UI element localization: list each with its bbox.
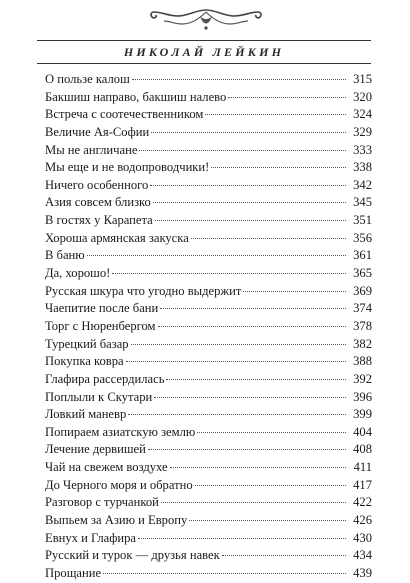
toc-entry bbox=[45, 512, 372, 530]
toc-entry-page-number: 356 bbox=[353, 230, 372, 245]
dot-leader bbox=[131, 344, 346, 345]
dot-leader bbox=[151, 132, 346, 133]
toc-entry-page-number: 320 bbox=[353, 89, 372, 104]
toc-entry-page-number: 392 bbox=[353, 371, 372, 386]
toc-entry bbox=[45, 142, 372, 160]
toc-entry bbox=[45, 106, 372, 124]
toc-entry bbox=[45, 318, 372, 336]
toc-entry-page-number: 422 bbox=[353, 495, 372, 510]
toc-entry bbox=[45, 212, 372, 230]
toc-entry-page-number: 329 bbox=[353, 124, 372, 139]
toc-entry-page-number: 439 bbox=[353, 565, 372, 580]
toc-entry-page-number: 351 bbox=[353, 213, 372, 228]
dot-leader bbox=[103, 573, 346, 574]
toc-entry bbox=[45, 371, 372, 389]
toc-entry-page-number: 430 bbox=[353, 530, 372, 545]
toc-entry bbox=[45, 124, 372, 142]
dot-leader bbox=[87, 255, 346, 256]
dot-leader bbox=[191, 238, 346, 239]
toc-entry-title: Ловкий маневр bbox=[45, 407, 127, 422]
toc-entry-title: О пользе калош bbox=[45, 72, 130, 86]
toc-entry-title: Разговор с турчанкой bbox=[45, 495, 159, 510]
toc-entry bbox=[45, 530, 372, 548]
dot-leader bbox=[153, 202, 346, 203]
author-name: НИКОЛАЙ ЛЕЙКИН bbox=[123, 45, 285, 59]
dot-leader bbox=[222, 555, 346, 556]
toc-entry-title: Русская шкура что угодно выдержит bbox=[45, 283, 242, 298]
toc-entry-page-number: 365 bbox=[353, 266, 372, 281]
toc-entry-title: В гостях у Карапета bbox=[45, 213, 153, 228]
toc-entry-page-number: 324 bbox=[353, 107, 372, 122]
table-of-contents bbox=[45, 71, 372, 583]
toc-entry bbox=[45, 547, 372, 565]
dot-leader bbox=[211, 167, 346, 168]
toc-entry-page-number: 369 bbox=[353, 283, 372, 298]
toc-entry bbox=[45, 71, 372, 89]
toc-entry-page-number: 434 bbox=[353, 548, 372, 563]
header-bottom-rule bbox=[37, 63, 371, 64]
toc-entry-page-number: 396 bbox=[353, 389, 372, 404]
toc-entry-page-number: 342 bbox=[353, 177, 372, 192]
toc-entry-title: Встреча с соотечественником bbox=[45, 107, 204, 122]
toc-entry-page-number: 411 bbox=[353, 460, 372, 475]
dot-leader bbox=[189, 520, 346, 521]
toc-entry bbox=[45, 177, 372, 195]
dot-leader bbox=[161, 502, 346, 503]
toc-entry-title: Прощание bbox=[45, 565, 102, 580]
toc-entry-title: Торг с Нюренбергом bbox=[45, 318, 156, 333]
toc-entry-title: Мы не англичане bbox=[45, 142, 138, 157]
toc-entry-page-number: 388 bbox=[353, 354, 372, 369]
toc-entry bbox=[45, 389, 372, 407]
toc-entry bbox=[45, 441, 372, 459]
toc-entry-page-number: 408 bbox=[353, 442, 372, 457]
toc-entry-title: Азия совсем близко bbox=[45, 195, 151, 210]
toc-entry-title: До Черного моря и обратно bbox=[45, 477, 193, 492]
toc-entry-title: Глафира рассердилась bbox=[45, 371, 165, 386]
dot-leader bbox=[154, 397, 346, 398]
toc-entry bbox=[45, 336, 372, 354]
toc-entry bbox=[45, 477, 372, 495]
dot-leader bbox=[128, 414, 346, 415]
toc-entry-title: Да, хорошо! bbox=[45, 266, 111, 281]
toc-entry-title: Попираем азиатскую землю bbox=[45, 424, 196, 439]
toc-entry bbox=[45, 265, 372, 283]
toc-entry-title: Турецкий базар bbox=[45, 336, 129, 351]
toc-entry bbox=[45, 194, 372, 212]
toc-entry bbox=[45, 283, 372, 301]
dot-leader bbox=[126, 361, 346, 362]
toc-entry bbox=[45, 353, 372, 371]
dot-leader bbox=[166, 379, 346, 380]
toc-entry-title: Лечение дервишей bbox=[45, 442, 146, 457]
toc-entry bbox=[45, 406, 372, 424]
dot-leader bbox=[150, 185, 346, 186]
header-top-rule bbox=[37, 40, 371, 41]
toc-entry-title: Ничего особенного bbox=[45, 177, 149, 192]
toc-entry-title: Выпьем за Азию и Европу bbox=[45, 513, 188, 528]
toc-entry-page-number: 404 bbox=[353, 424, 372, 439]
toc-entry-title: Величие Ая-Софии bbox=[45, 124, 150, 139]
toc-entry-title: Поплыли к Скутари bbox=[45, 389, 153, 404]
dot-leader bbox=[138, 538, 346, 539]
dot-leader bbox=[158, 326, 346, 327]
toc-entry-title: Русский и турок — друзья навек bbox=[45, 548, 220, 563]
toc-entry-title: Хороша армянская закуска bbox=[45, 230, 189, 245]
dot-leader bbox=[170, 467, 346, 468]
toc-entry-page-number: 345 bbox=[353, 195, 372, 210]
toc-entry-page-number: 417 bbox=[353, 477, 372, 492]
toc-entry-title: Бакшиш направо, бакшиш налево bbox=[45, 89, 227, 104]
running-header bbox=[37, 40, 371, 64]
toc-entry-page-number: 378 bbox=[353, 318, 372, 333]
toc-entry bbox=[45, 89, 372, 107]
toc-entry-page-number: 399 bbox=[353, 407, 372, 422]
toc-entry-title: Евнух и Глафира bbox=[45, 530, 137, 545]
toc-entry-page-number: 382 bbox=[353, 336, 372, 351]
toc-entry-page-number: 338 bbox=[353, 160, 372, 175]
toc-entry bbox=[45, 494, 372, 512]
toc-entry bbox=[45, 159, 372, 177]
toc-entry-title: Мы еще и не водопроводчики! bbox=[45, 160, 210, 175]
toc-entry bbox=[45, 247, 372, 265]
scroll-ornament-icon bbox=[148, 6, 264, 32]
dot-leader bbox=[195, 485, 346, 486]
toc-entry bbox=[45, 230, 372, 248]
dot-leader bbox=[155, 220, 346, 221]
dot-leader bbox=[228, 97, 346, 98]
dot-leader bbox=[148, 449, 346, 450]
toc-entry-page-number: 361 bbox=[353, 248, 372, 263]
dot-leader bbox=[139, 150, 346, 151]
dot-leader bbox=[243, 291, 346, 292]
toc-entry-page-number: 315 bbox=[353, 72, 372, 86]
toc-entry-page-number: 374 bbox=[353, 301, 372, 316]
dot-leader bbox=[160, 308, 346, 309]
toc-entry bbox=[45, 459, 372, 477]
toc-entry-page-number: 333 bbox=[353, 142, 372, 157]
toc-entry bbox=[45, 300, 372, 318]
dot-leader bbox=[205, 114, 346, 115]
toc-entry bbox=[45, 424, 372, 442]
toc-entry bbox=[45, 565, 372, 583]
toc-entry-title: Покупка ковра bbox=[45, 354, 124, 369]
toc-entry-page-number: 426 bbox=[353, 513, 372, 528]
dot-leader bbox=[112, 273, 346, 274]
toc-entry-title: В баню bbox=[45, 248, 85, 263]
dot-leader bbox=[132, 79, 346, 80]
toc-entry-title: Чаепитие после бани bbox=[45, 301, 159, 316]
toc-entry-title: Чай на свежем воздухе bbox=[45, 460, 168, 475]
dot-leader bbox=[197, 432, 346, 433]
